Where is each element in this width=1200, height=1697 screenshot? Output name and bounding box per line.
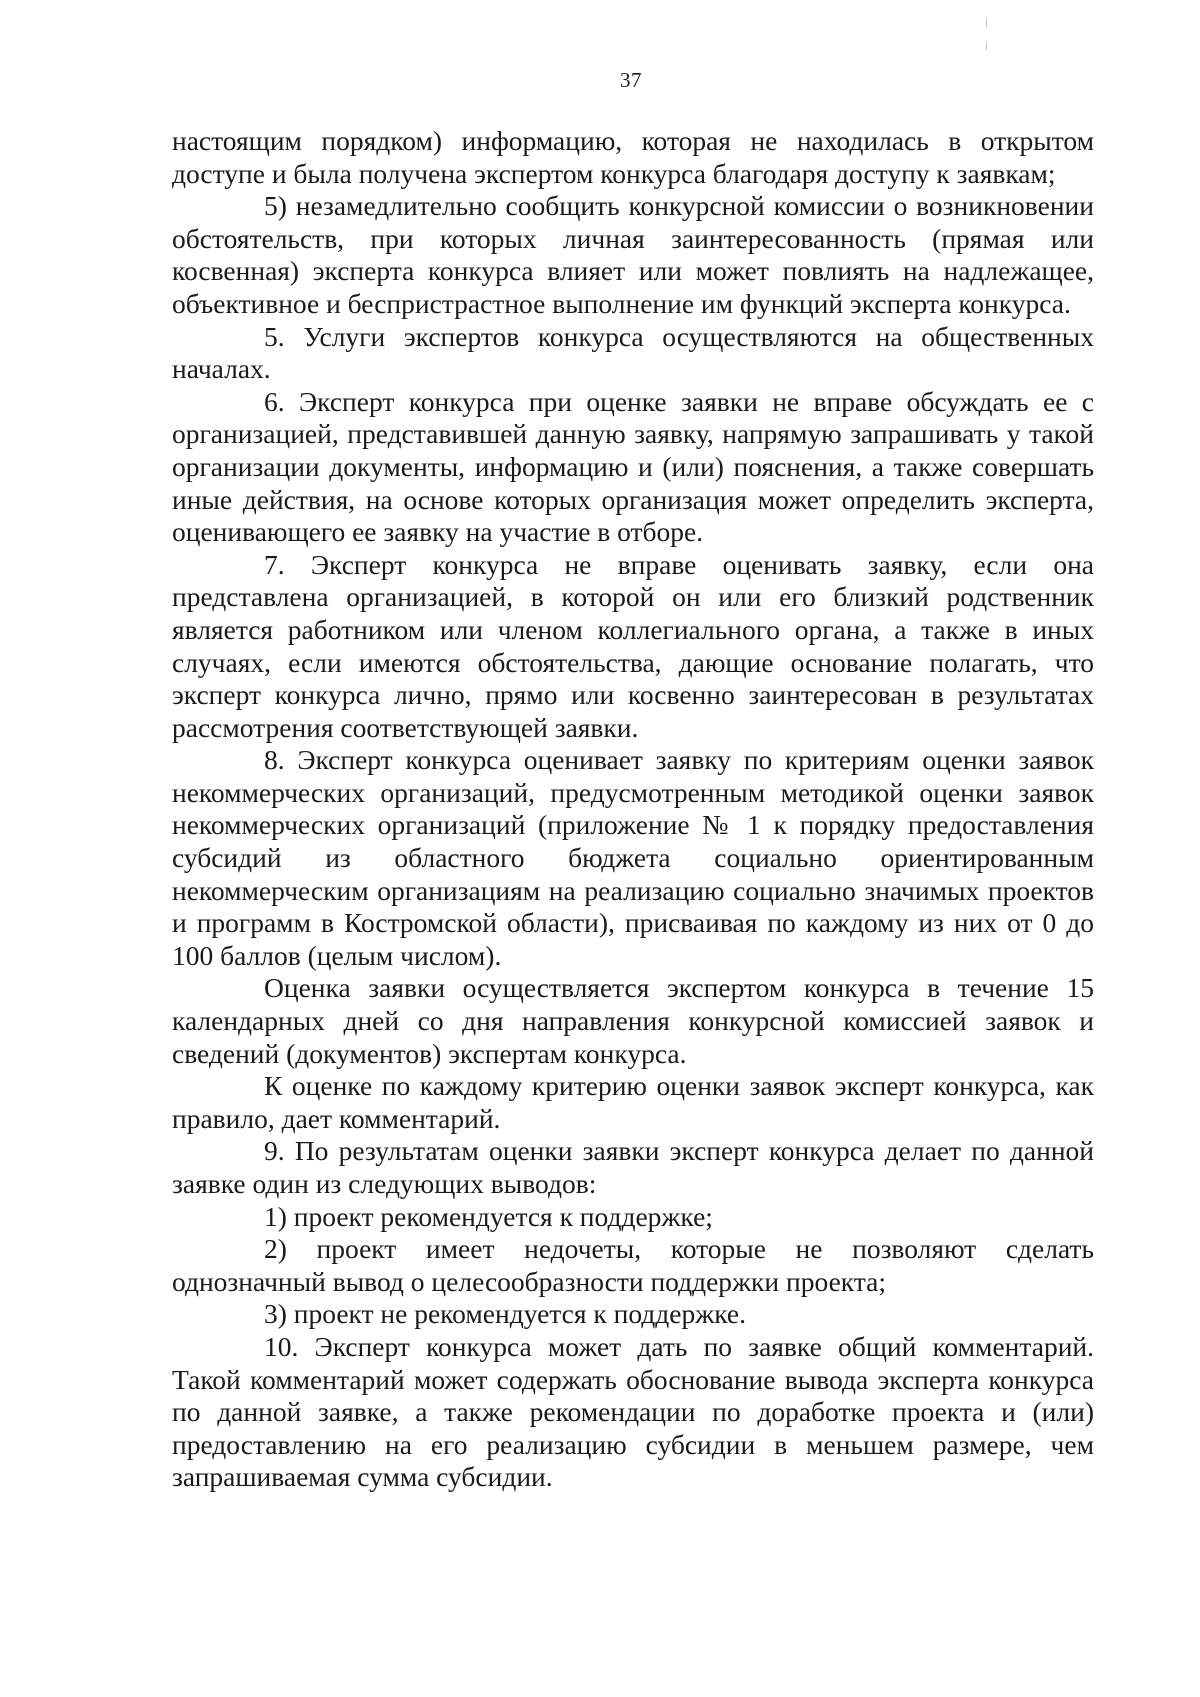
paragraph: Оценка заявки осуществляется экспертом конкурса в течение 15 календарных дней со дня направления конкурсной комиссией заявок и сведений (документов) экспертам конкурса. [172, 972, 1094, 1069]
scan-artifact-mark [986, 42, 987, 50]
paragraph: 10. Эксперт конкурса может дать по заявке общий комментарий. Такой комментарий может содержать обоснование вывода эксперта конкурса по данной заявке, а также рекомендации по доработке проекта и (или) предоставлению на его реализацию субсидии в меньшем размере, чем запрашиваемая сумма субсидии. [172, 1330, 1094, 1493]
paragraph: 5. Услуги экспертов конкурса осуществляются на общественных началах. [172, 320, 1094, 385]
list-item: 2) проект имеет недочеты, которые не позволяют сделать однозначный вывод о целесообразности поддержки проекта; [172, 1233, 1094, 1297]
paragraph: К оценке по каждому критерию оценки заявок эксперт конкурса, как правило, дает комментарий. [172, 1070, 1094, 1134]
paragraph: настоящим порядком) информацию, которая не находилась в открытом доступе и была получена экспертом конкурса благодаря доступу к заявкам; [172, 125, 1094, 189]
page-number: 37 [620, 68, 642, 92]
document-body [172, 125, 1094, 1494]
list-item: 1) проект рекомендуется к поддержке; [264, 1200, 713, 1232]
paragraph: 9. По результатам оценки заявки эксперт конкурса делает по данной заявке один из следующих выводов: [172, 1135, 1094, 1199]
paragraph: 6. Эксперт конкурса при оценке заявки не вправе обсуждать ее с организацией, представившей данную заявку, напрямую запрашивать у такой организации документы, информацию и (или) пояснения, а также совершать иные действия, на основе которых организация может определить эксперта, оценивающего ее заявку на участие в отборе. [172, 385, 1094, 548]
paragraph: 8. Эксперт конкурса оценивает заявку по критериям оценки заявок некоммерческих организаций, предусмотренным методикой оценки заявок некоммерческих организаций (приложение № 1 к порядку предоставления субсидий из областного бюджета социально ориентированным некоммерческим организациям на реализацию социально значимых проектов и программ в Костромской области), присваивая по каждому из них от 0 до 100 баллов (целым числом). [172, 744, 1094, 971]
paragraph: 5) незамедлительно сообщить конкурсной комиссии о возникновении обстоятельств, при которых личная заинтересованность (прямая или косвенная) эксперта конкурса влияет или может повлиять на надлежащее, объективное и беспристрастное выполнение им функций эксперта конкурса. [172, 190, 1094, 319]
scan-artifact-mark [986, 18, 987, 28]
paragraph: 7. Эксперт конкурса не вправе оценивать заявку, если она представлена организацией, в которой он или его близкий родственник является работником или членом коллегиального органа, а также в иных случаях, если имеются обстоятельства, дающие основание полагать, что эксперт конкурса лично, прямо или косвенно заинтересован в результатах рассмотрения соответствующей заявки. [172, 548, 1094, 743]
list-item: 3) проект не рекомендуется к поддержке. [264, 1298, 746, 1330]
